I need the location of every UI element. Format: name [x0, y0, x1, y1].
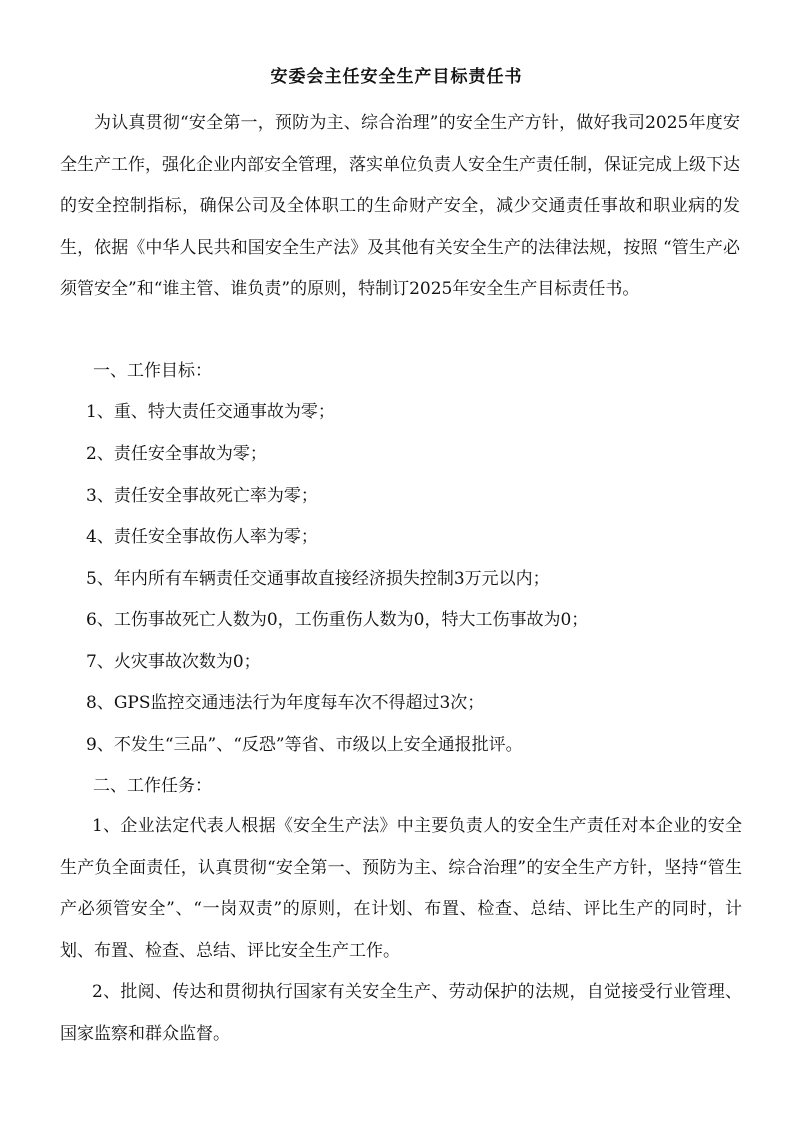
goal-item: 9、不发生“三品”、“反恐”等省、市级以上安全通报批评。 — [86, 735, 523, 755]
goal-item: 5、年内所有车辆责任交通事故直接经济损失控制3万元以内； — [86, 569, 550, 589]
task-paragraph: 1、企业法定代表人根据《安全生产法》中主要负责人的安全生产责任对本企业的安全生产负全面责任，认真贯彻“安全第一、预防为主、综合治理”的安全生产方针，坚持“管生产必须管安全”、“一岗双责”的原则，在计划、布置、检查、总结、评比生产的同时，计划、布置、检查、总结、评比安全生产工作。 — [60, 816, 742, 961]
goal-item: 6、工伤事故死亡人数为0，工伤重伤人数为0，特大工伤事故为0； — [86, 610, 589, 630]
intro-paragraph: 为认真贯彻“安全第一，预防为主、综合治理”的安全生产方针，做好我司2025年度安全生产工作，强化企业内部安全管理，落实单位负责人安全生产责任制，保证完成上级下达的安全控制指标，确保公司及全体职工的生命财产安全，减少交通责任事故和职业病的发生，依据《中华人民共和国安全生产法》及其他有关安全生产的法律法规，按照 “管生产必须管安全”和“谁主管、谁负责”的原则，特制订2025年安全生产目标责任书。 — [60, 113, 740, 299]
goal-item: 7、火灾事故次数为0； — [86, 652, 261, 672]
goal-item: 4、责任安全事故伤人率为零； — [86, 527, 318, 547]
section-heading-goals: 一、工作目标： — [93, 361, 212, 381]
goal-item: 3、责任安全事故死亡率为零； — [86, 486, 318, 506]
goal-item: 1、重、特大责任交通事故为零； — [86, 402, 335, 422]
section-heading-tasks: 二、工作任务： — [93, 776, 212, 796]
task-paragraph: 2、批阅、传达和贯彻执行国家有关安全生产、劳动保护的法规，自觉接受行业管理、国家监察和群众监督。 — [60, 982, 742, 1044]
goal-item: 2、责任安全事故为零； — [86, 444, 267, 464]
document-title: 安委会主任安全生产目标责任书 — [270, 67, 523, 87]
goal-item: 8、GPS监控交通违法行为年度每车次不得超过3次； — [86, 693, 485, 713]
